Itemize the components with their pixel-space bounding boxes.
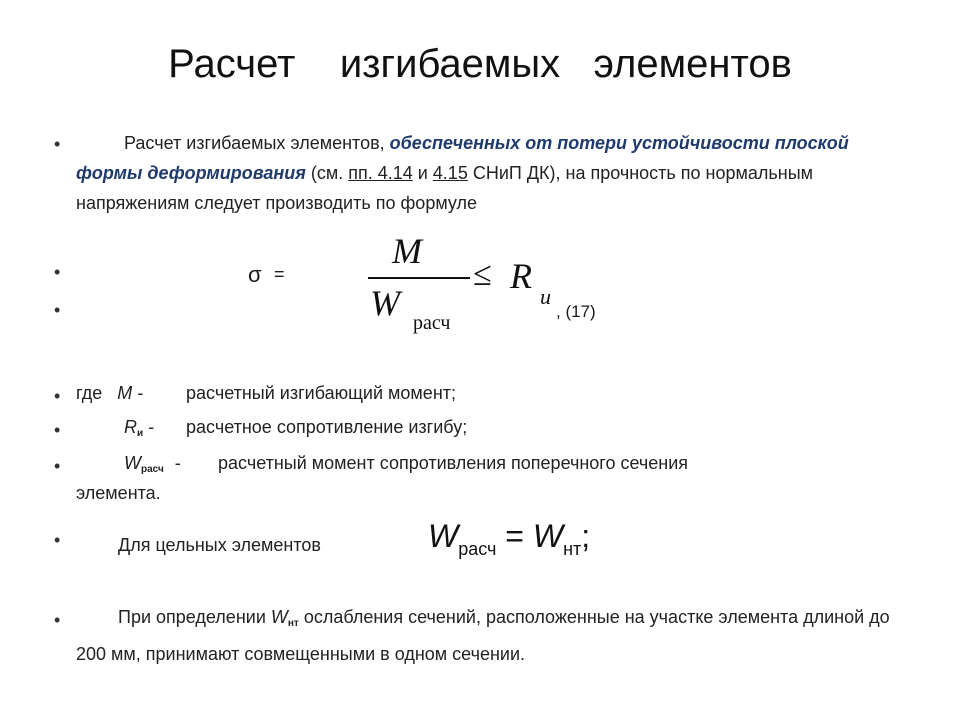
definition-section-modulus bbox=[76, 448, 906, 508]
intro-emphasis: обеспеченных от потери устойчивости плоской формы деформирования bbox=[76, 133, 849, 183]
definition-symbol: R bbox=[124, 417, 137, 437]
bullet-marker: • bbox=[54, 420, 61, 440]
bullet-marker: • bbox=[54, 386, 61, 406]
weakening-text-1: При определении bbox=[118, 607, 271, 627]
formula-number: , (17) bbox=[556, 302, 596, 321]
solid-rhs-sub: нт bbox=[563, 539, 582, 559]
weakening-paragraph bbox=[76, 602, 906, 669]
bullet-marker: • bbox=[54, 262, 61, 282]
definition-text: расчетный изгибающий момент; bbox=[186, 383, 456, 403]
bullet-marker: • bbox=[54, 300, 61, 320]
definition-text: расчетное сопротивление изгибу; bbox=[186, 417, 468, 437]
intro-text-3: и bbox=[412, 163, 433, 183]
bullet-marker: • bbox=[54, 610, 61, 630]
definition-dash: - bbox=[174, 453, 181, 473]
intro-paragraph bbox=[76, 128, 906, 218]
definition-sub: и bbox=[137, 428, 144, 439]
intro-text-1: Расчет изгибаемых элементов, bbox=[124, 133, 390, 153]
ref-link-4-14[interactable]: пп. 4.14 bbox=[348, 163, 413, 183]
formula-denominator: W bbox=[370, 283, 400, 323]
formula-rhs: R bbox=[510, 256, 532, 296]
definition-sub: расч bbox=[141, 464, 164, 475]
solid-eq: = bbox=[496, 518, 533, 554]
formula-denominator-sub: расч bbox=[413, 312, 451, 334]
bullet-marker: • bbox=[54, 134, 61, 154]
definition-symbol: M bbox=[117, 383, 133, 403]
solid-elements-equation bbox=[428, 518, 590, 560]
intro-text-4: СНиП ДК), на прочность по нормальным напряжениям следует производить по формуле bbox=[76, 163, 814, 213]
definition-moment bbox=[76, 378, 456, 408]
definition-text: расчетный момент сопротивления поперечного сечения bbox=[218, 453, 689, 473]
definition-dash: - bbox=[148, 417, 155, 437]
slide-title: Расчет изгибаемых элементов bbox=[168, 42, 792, 86]
bullet-marker: • bbox=[54, 456, 61, 476]
sigma-symbol: σ bbox=[248, 262, 262, 287]
formula-equals: = bbox=[274, 264, 285, 284]
solid-elements-label: Для цельных элементов bbox=[118, 535, 321, 555]
weakening-symbol: W bbox=[270, 607, 288, 627]
definition-symbol: W bbox=[124, 453, 141, 473]
solid-lhs: W bbox=[428, 518, 459, 554]
bullet-marker: • bbox=[54, 530, 61, 550]
solid-end: ; bbox=[581, 518, 591, 554]
definition-dash: - bbox=[137, 383, 144, 403]
leq-symbol: ≤ bbox=[473, 256, 492, 293]
weakening-sub: нт bbox=[287, 618, 299, 629]
definition-continuation: элемента. bbox=[76, 483, 161, 503]
fraction-bar bbox=[368, 277, 470, 279]
formula-rhs-sub: u bbox=[540, 284, 551, 309]
intro-text-2: (см. bbox=[305, 163, 349, 183]
definition-prefix: где bbox=[76, 383, 103, 403]
definition-resistance bbox=[76, 412, 468, 449]
solid-rhs: W bbox=[532, 518, 564, 554]
weakening-text-2: ослабления сечений, расположенные на участке элемента длиной до 200 мм, принимают совмещенными в одном сечении. bbox=[76, 607, 890, 664]
formula-numerator: M bbox=[392, 231, 422, 271]
solid-lhs-sub: расч bbox=[458, 539, 497, 559]
ref-link-4-15[interactable]: 4.15 bbox=[432, 163, 468, 183]
